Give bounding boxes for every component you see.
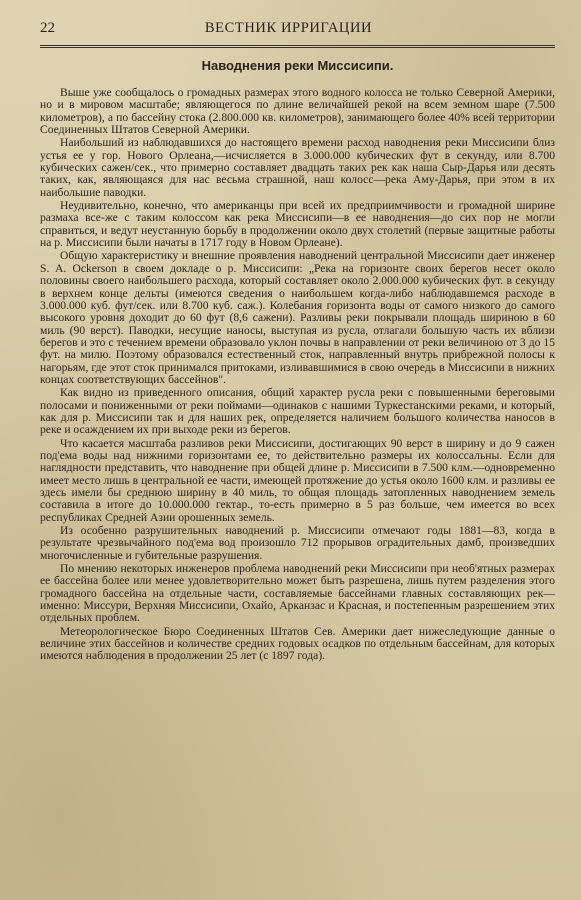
paragraph: Наибольший из наблюдавшихся до настоящего времени расход наводнения реки Миссисипи близ устья ее у гор. Нового Орлеана,—исчисляется в 3.000.000 кубических фут в секунду, или 8.700 кубических сажен/сек., что примерно составляет двадцать таких рек как наша Сыр-Дарья или десять таких, как, являющаяся для нас весьма страшной, наш колосс—река Аму-Дарья, при этом в их наибольшие паводки.	[40, 136, 555, 199]
article-body	[40, 87, 555, 663]
paragraph: Что касается масштаба разливов реки Миссисипи, достигающих 90 верст в ширину и до 9 сажен под'ема воды над нижними горизонтами ее, то действительно размеры их колоссальны. Если для наглядности представить, что наводнение при общей длине р. Миссисипи в 7.500 клм.—одновременно имеет место лишь в центральной ее части, имеющей протяжение до устья около 1600 клм. и разливы ее здесь имели бы среднюю ширину в 40 миль, то общая площадь затопленных наводнением земель составила в итоге до 10.000.000 гектар., то-есть примерно в 5 раз больше, чем имеется во всех республиках Средней Азии орошенных земель.	[40, 436, 555, 524]
article-title: Наводнения реки Миссисипи.	[201, 58, 394, 73]
page-number: 22	[40, 20, 55, 36]
page-header	[40, 20, 555, 42]
header-rule	[40, 45, 555, 48]
paragraph: Из особенно разрушительных наводнений р. Миссисипи отмечают годы 1881—83, когда в результате чрезвычайного под'ема вод произошло 712 прорывов оградительных дамб, произведших многочисленные и губительные разрушения.	[40, 524, 555, 562]
paragraph: По мнению некоторых инженеров проблема наводнений реки Миссисипи при необ'ятных размерах ее бассейна более или менее удовлетворительно может быть разрешена, лишь путем разделения этого громадного бассейна на отдельные части, составляемые бассейнами главных составляющих рек—именно: Миссури, Верхняя Миссисипи, Охайо, Арканзас и Красная, и постепенным разрешением этих отдельных проблем.	[40, 562, 555, 625]
paragraph: Неудивительно, конечно, что американцы при всей их предприимчивости и громадной ширине размаха все-же с таким колоссом как река Миссисипи—в ее наводнения—до сих пор не могли справиться, и ведут неустанную борьбу в продолжении около двух столетий (первые защитные работы на р. Миссисипи были начаты в 1717 году в Новом Орлеане).	[40, 199, 555, 250]
paragraph: Выше уже сообщалось о громадных размерах этого водного колосса не только Северной Америки, но и в мировом масштабе; являющегося по длине величайшей рекой на всем земном шаре (7.500 километров), а по бассейну стока (2.800.000 кв. километров), занимающего более 40% всей территории Соединенных Штатов Северной Америки.	[40, 86, 555, 137]
paragraph: Как видно из приведенного описания, общий характер русла реки с повышенными береговыми полосами и пониженными от реки поймами—одинаков с нашими Туркестанскими реками, и который, как для р. Миссисипи так и для наших рек, определяется наличием большого количества наносов в реке и осаждением их при выходе реки из берегов.	[40, 386, 555, 437]
paragraph: Метеорологическое Бюро Соединенных Штатов Сев. Америки дает нижеследующие данные о величине этих бассейнов и количестве средних годовых осадков по отдельным бассейнам, для которых имеются наблюдения в продолжении 25 лет (с 1897 года).	[40, 624, 555, 663]
paragraph: Общую характеристику и внешние проявления наводнений центральной Миссисипи дает инженер S. A. Ockerson в своем докладе о р. Миссисипи: „Река на горизонте своих берегов несет около половины своего наибольшего расхода, который составляет около 2.000.000 кубических фут. в секунду в верхнем конце дельты (имеются сведения о наибольшем когда-либо наблюдавшемся расходе в 3.000.000 куб. фут/сек. или 8.700 куб. саж.). Колебания горизонта воды от самого низкого до самого высокого уровня доходит до 60 фут (8,6 сажени). Разливы реки покрывали площадь шириною в 60 миль (90 верст). Паводки, несущие наносы, выступая из русла, отлагали большую часть их вблизи берегов и это с течением времени образовало уклон почвы в направлении от реки величиною от 3 до 15 фут. на милю. Поэтому образовался естественный сток, направленный внутрь прибрежной полосы к нагорьям, где этот сток принимался притоками, изливавшимися в свою очередь в Миссисипи в нижних концах соответствующих бассейнов".	[40, 249, 555, 386]
journal-title: ВЕСТНИК ИРРИГАЦИИ	[204, 20, 373, 36]
